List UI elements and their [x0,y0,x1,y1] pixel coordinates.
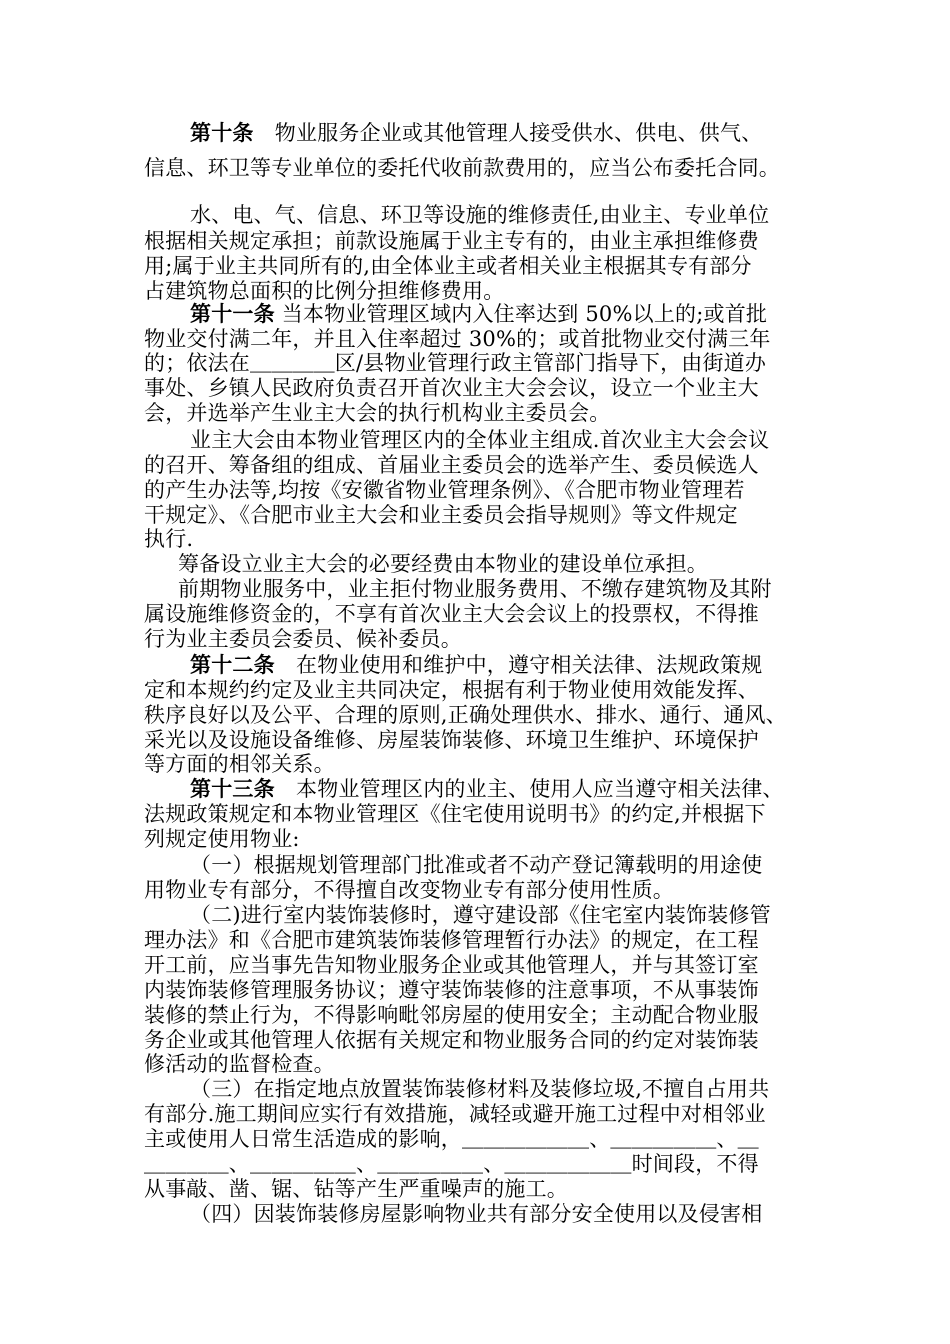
line-text: 修活动的监督检查。 [144,1052,335,1076]
line-text: 内装饰装修管理服务协议；遵守装饰装修的注意事项，不从事装饰 [144,978,759,1002]
line-text: 有部分.施工期间应实行有效措施，减轻或避开施工过程中对相邻业 [144,1102,766,1126]
line-text: 执行. [144,527,194,551]
line-text: （二)进行室内装饰装修时，遵守建设部《住宅室内装饰装修管 [190,903,771,927]
line-text: 的召开、筹备组的组成、首届业主委员会的选举产生、委员候选人 [144,453,759,477]
text-line [190,302,767,326]
line-text: 水、电、气、信息、环卫等设施的维修责任,由业主、专业单位 [190,203,770,227]
text-line [144,627,462,651]
text-line [144,401,610,425]
line-text: 采光以及设施设备维修、房屋装饰装修、环境卫生维护、环境保护 [144,728,759,752]
text-line [190,428,769,452]
text-line [144,602,759,626]
line-text: 开工前，应当事先告知物业服务企业或其他管理人，并与其签订室 [144,953,759,977]
text-line [144,1028,759,1052]
line-text: 主或使用人日常生活造成的影响，＿＿＿＿＿＿、＿＿＿＿＿、＿ [144,1127,759,1151]
text-line [144,827,300,851]
line-text: 信息、环卫等专业单位的委托代收前款费用的，应当公布委托合同。 [144,156,780,180]
line-text: 装修的禁止行为，不得影响毗邻房屋的使用安全；主动配合物业服 [144,1003,759,1027]
line-text: 的产生办法等,均按《安徽省物业管理条例》、《合肥市物业管理若 [144,478,745,502]
line-text: 列规定使用物业: [144,827,300,851]
line-text: （一）根据规划管理部门批准或者不动产登记簿载明的用途使 [190,853,763,877]
line-text: 用;属于业主共同所有的,由全体业主或者相关业主根据其专有部分 [144,254,752,278]
text-line [144,728,759,752]
line-text: 行为业主委员会委员、候补委员。 [144,627,462,651]
text-line [144,351,766,375]
line-text: 从事敲、凿、锯、钻等产生严重噪声的施工。 [144,1177,568,1201]
article-heading: 第十三条 [190,776,275,801]
text-line [178,552,708,576]
article-heading: 第十二条 [190,652,275,677]
line-text: 占建筑物总面积的比例分担维修费用。 [144,279,505,303]
line-text: 筹备设立业主大会的必要经费由本物业的建设单位承担。 [178,552,708,576]
line-text: 事处、乡镇人民政府负责召开首次业主大会会议，设立一个业主大 [144,376,759,400]
line-text: 前期物业服务中，业主拒付物业服务费用、不缴存建筑物及其附 [178,577,772,601]
text-line [144,878,674,902]
text-line [144,254,752,278]
line-text: 干规定》、《合肥市业主大会和业主委员会指导规则》等文件规定 [144,503,738,527]
line-text: 理办法》和《合肥市建筑装饰装修管理暂行办法》的规定，在工程 [144,928,759,952]
line-text: 根据相关规定承担；前款设施属于业主专有的，由业主承担维修费 [144,229,759,253]
line-text: 用物业专有部分，不得擅自改变物业专有部分使用性质。 [144,878,674,902]
text-line [144,928,759,952]
text-line [190,121,762,145]
text-line [144,678,759,702]
text-line [190,777,784,801]
line-text: ＿＿＿＿、＿＿＿＿＿、＿＿＿＿＿、＿＿＿＿＿＿时间段，不得 [144,1152,759,1176]
text-line [190,203,769,227]
text-line [144,478,745,502]
text-line [190,653,762,677]
text-line [144,376,759,400]
text-line [144,802,766,826]
text-line [144,327,771,351]
line-text: 本物业管理区内的业主、使用人应当遵守相关法律、 [274,777,784,801]
line-text: 属设施维修资金的，不享有首次业主大会会议上的投票权，不得推 [144,602,759,626]
text-line [144,503,738,527]
text-line [190,853,762,877]
text-line [144,527,193,551]
line-text: （四）因装饰装修房屋影响物业共有部分安全使用以及侵害相 [190,1202,763,1226]
article-heading: 第十条 [190,120,254,145]
line-text: 务企业或其他管理人依据有关规定和物业服务合同的约定对装饰装 [144,1028,759,1052]
text-line [144,1177,568,1201]
text-line [144,978,759,1002]
text-line [144,1152,759,1176]
line-text: 的；依法在＿＿＿＿区/县物业管理行政主管部门指导下，由街道办 [144,351,767,375]
text-line [144,1102,766,1126]
text-line [144,279,504,303]
line-text: 法规政策规定和本物业管理区《住宅使用说明书》的约定,并根据下 [144,802,766,826]
text-line [190,1202,762,1226]
line-text: 在物业使用和维护中，遵守相关法律、法规政策规 [274,653,763,677]
line-text: 物业服务企业或其他管理人接受供水、供电、供气、 [253,121,763,145]
line-text: 等方面的相邻关系。 [144,752,335,776]
text-line [190,903,771,927]
line-text: （三）在指定地点放置装饰装修材料及装修垃圾,不擅自占用共 [190,1077,770,1101]
text-line [144,1052,335,1076]
line-text: 业主大会由本物业管理区内的全体业主组成.首次业主大会会议 [190,428,770,452]
text-line [144,752,335,776]
line-text: 会，并选举产生业主大会的执行机构业主委员会。 [144,401,611,425]
text-line [144,703,787,727]
line-text: 定和本规约约定及业主共同决定，根据有利于物业使用效能发挥、 [144,678,759,702]
text-line [144,953,759,977]
text-line [144,156,780,180]
text-line [144,1127,759,1151]
text-line [144,453,759,477]
text-line [144,1003,759,1027]
article-heading: 第十一条 [190,301,275,326]
text-line [178,577,772,601]
line-text: 秩序良好以及公平、合理的原则,正确处理供水、排水、通行、通风、 [144,703,787,727]
line-text: 物业交付满二年，并且入住率超过 30%的；或首批物业交付满三年 [144,327,771,351]
text-line [190,1077,769,1101]
line-text: 当本物业管理区域内入住率达到 50%以上的;或首批 [274,302,768,326]
text-line [144,229,759,253]
